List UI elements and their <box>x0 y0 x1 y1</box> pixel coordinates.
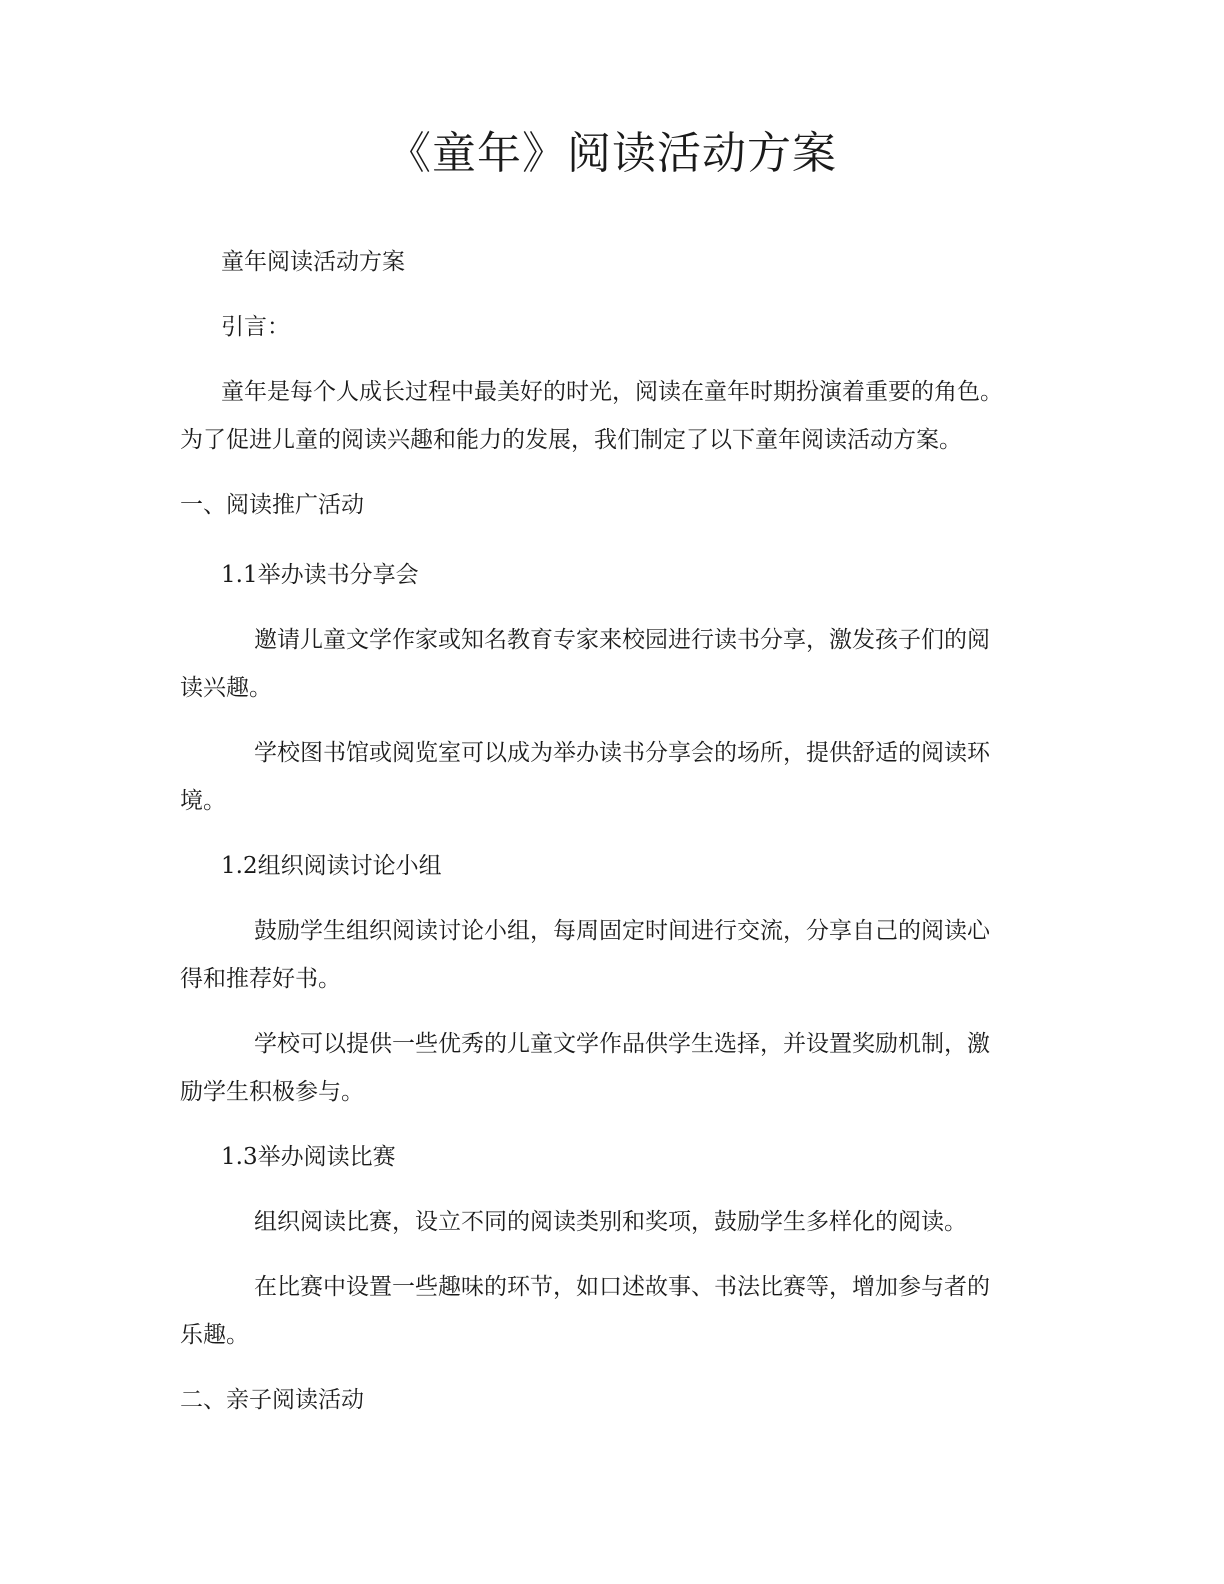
item-1-2-paragraph-1-line-1: 鼓励学生组织阅读讨论小组，每周固定时间进行交流，分享自己的阅读心 <box>254 918 990 944</box>
item-1-1-paragraph-2-line-1: 学校图书馆或阅览室可以成为举办读书分享会的场所，提供舒适的阅读环 <box>254 740 990 766</box>
item-1-1-paragraph-1-line-1: 邀请儿童文学作家或知名教育专家来校园进行读书分享，激发孩子们的阅 <box>254 627 990 653</box>
item-1-1-heading: 1.1举办读书分享会 <box>221 562 419 588</box>
section-2-heading: 二、亲子阅读活动 <box>180 1387 364 1413</box>
item-1-3-paragraph-2-line-1: 在比赛中设置一些趣味的环节，如口述故事、书法比赛等，增加参与者的 <box>254 1274 990 1300</box>
document-subtitle: 童年阅读活动方案 <box>221 249 405 275</box>
item-1-1-paragraph-2-line-2: 境。 <box>180 788 226 814</box>
item-1-3-paragraph-2-line-2: 乐趣。 <box>180 1322 249 1348</box>
section-1-heading: 一、阅读推广活动 <box>180 492 364 518</box>
item-1-2-paragraph-2-line-2: 励学生积极参与。 <box>180 1079 364 1105</box>
item-1-1-paragraph-1-line-2: 读兴趣。 <box>180 675 272 701</box>
document-title: 《童年》阅读活动方案 <box>387 128 837 179</box>
item-1-2-paragraph-2-line-1: 学校可以提供一些优秀的儿童文学作品供学生选择，并设置奖励机制，激 <box>254 1031 990 1057</box>
intro-paragraph-line-2: 为了促进儿童的阅读兴趣和能力的发展，我们制定了以下童年阅读活动方案。 <box>180 427 962 453</box>
item-1-3-heading: 1.3举办阅读比赛 <box>221 1144 396 1170</box>
intro-paragraph-line-1: 童年是每个人成长过程中最美好的时光，阅读在童年时期扮演着重要的角色。 <box>221 379 1003 405</box>
item-1-3-paragraph-1-line-1: 组织阅读比赛，设立不同的阅读类别和奖项，鼓励学生多样化的阅读。 <box>254 1209 967 1235</box>
item-1-2-paragraph-1-line-2: 得和推荐好书。 <box>180 966 341 992</box>
item-1-2-heading: 1.2组织阅读讨论小组 <box>221 853 442 879</box>
intro-label: 引言： <box>221 314 290 340</box>
